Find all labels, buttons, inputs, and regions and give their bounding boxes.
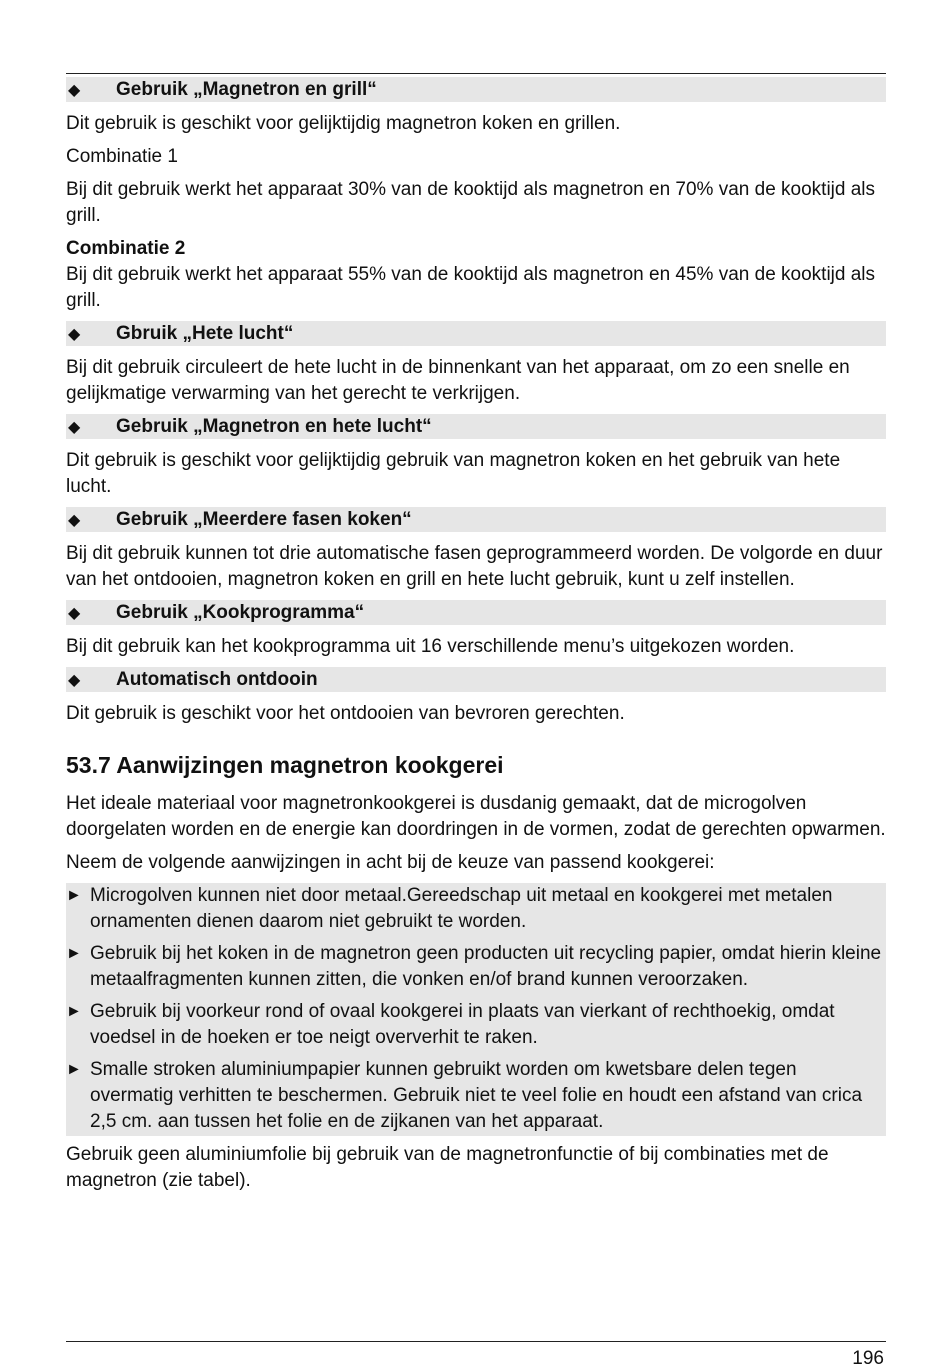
combination-2-label: Combinatie 2: [66, 238, 186, 259]
list-item-text: Gebruik bij het koken in de magnetron geen producten uit recycling papier, omdat hierin kleine metaalfragmenten kunnen zitten, die vonken en/of brand kunnen veroorzaken.: [90, 943, 882, 990]
arrow-right-icon: ►: [66, 945, 82, 962]
diamond-icon: ◆: [68, 671, 81, 689]
top-rule: [66, 73, 886, 74]
diamond-icon: ◆: [68, 418, 81, 436]
mode-heading-label: Automatisch ontdooin: [116, 668, 318, 690]
list-item-text: Gebruik bij voorkeur rond of ovaal kookgerei in plaats van vierkant of rechthoekig, omdat voedsel in de hoeken er toe neigt oververhit te raken.: [90, 1001, 835, 1048]
section-closing: Gebruik geen aluminiumfolie bij gebruik van de magnetronfunctie of bij combinaties met de magnetron (zie tabel).: [66, 1144, 829, 1191]
mode-heading-label: Gebruik „Magnetron en grill“: [116, 78, 377, 100]
list-item-text: Smalle stroken aluminiumpapier kunnen gebruikt worden om kwetsbare delen tegen overmatig verhitten te beschermen. Gebruik niet te veel folie en houdt een afstand van crica 2,5 cm. aan tussen het folie en de zijkanen van het apparaat.: [90, 1059, 863, 1132]
list-item: [66, 941, 882, 993]
page-content: [66, 77, 886, 1201]
arrow-right-icon: ►: [66, 1003, 82, 1020]
diamond-icon: ◆: [68, 81, 81, 99]
advice-list: [66, 883, 886, 1136]
mode-heading-hete-lucht: [66, 321, 886, 346]
arrow-right-icon: ►: [66, 887, 82, 904]
mode-heading-automatisch-ontdooien: [66, 667, 886, 692]
diamond-icon: ◆: [68, 325, 81, 343]
mode-description: Bij dit gebruik kunnen tot drie automatische fasen geprogrammeerd worden. De volgorde en duur van het ontdooien, magnetron koken en grill en hete lucht gebruik, kunt u zelf instellen.: [66, 543, 883, 590]
bottom-rule: [66, 1341, 886, 1342]
mode-description: Bij dit gebruik circuleert de hete lucht in de binnenkant van het apparaat, om zo een snelle en gelijkmatige verwarming van het gerecht te verkrijgen.: [66, 357, 850, 404]
mode-heading-kookprogramma: [66, 600, 886, 625]
mode-heading-label: Gebruik „Meerdere fasen koken“: [116, 508, 412, 530]
section-intro: Het ideale materiaal voor magnetronkookgerei is dusdanig gemaakt, dat de microgolven doorgelaten worden en de energie kan doordringen in de vormen, zodat de gerechten opwarmen.: [66, 793, 886, 840]
arrow-right-icon: ►: [66, 1061, 82, 1078]
mode-heading-label: Gebruik „Magnetron en hete lucht“: [116, 415, 432, 437]
section-lead: Neem de volgende aanwijzingen in acht bij de keuze van passend kookgerei:: [66, 852, 715, 873]
mode-heading-label: Gbruik „Hete lucht“: [116, 322, 294, 344]
mode-heading-meerdere-fasen: [66, 507, 886, 532]
list-item: [66, 883, 882, 935]
list-item-text: Microgolven kunnen niet door metaal.Gereedschap uit metaal en kookgerei met metalen ornamenten dienen daarom niet gebruikt te worden.: [90, 885, 833, 932]
mode-description: Dit gebruik is geschikt voor het ontdooien van bevroren gerechten.: [66, 703, 625, 724]
combination-2-text: Bij dit gebruik werkt het apparaat 55% van de kooktijd als magnetron en 45% van de kooktijd als grill.: [66, 264, 876, 311]
mode-heading-magnetron-grill: [66, 77, 886, 102]
page-number: 196: [852, 1348, 884, 1369]
section-title: 53.7 Aanwijzingen magnetron kookgerei: [66, 752, 504, 778]
mode-description: Dit gebruik is geschikt voor gelijktijdig magnetron koken en grillen.: [66, 113, 621, 134]
mode-heading-label: Gebruik „Kookprogramma“: [116, 601, 365, 623]
mode-heading-magnetron-hete-lucht: [66, 414, 886, 439]
mode-description: Bij dit gebruik kan het kookprogramma uit 16 verschillende menu’s uitgekozen worden.: [66, 636, 795, 657]
combination-1-text: Bij dit gebruik werkt het apparaat 30% van de kooktijd als magnetron en 70% van de kooktijd als grill.: [66, 179, 876, 226]
mode-description: Dit gebruik is geschikt voor gelijktijdig gebruik van magnetron koken en het gebruik van hete lucht.: [66, 450, 841, 497]
diamond-icon: ◆: [68, 604, 81, 622]
diamond-icon: ◆: [68, 511, 81, 529]
list-item: [66, 1057, 882, 1135]
combination-1-label: Combinatie 1: [66, 146, 178, 167]
list-item: [66, 999, 882, 1051]
